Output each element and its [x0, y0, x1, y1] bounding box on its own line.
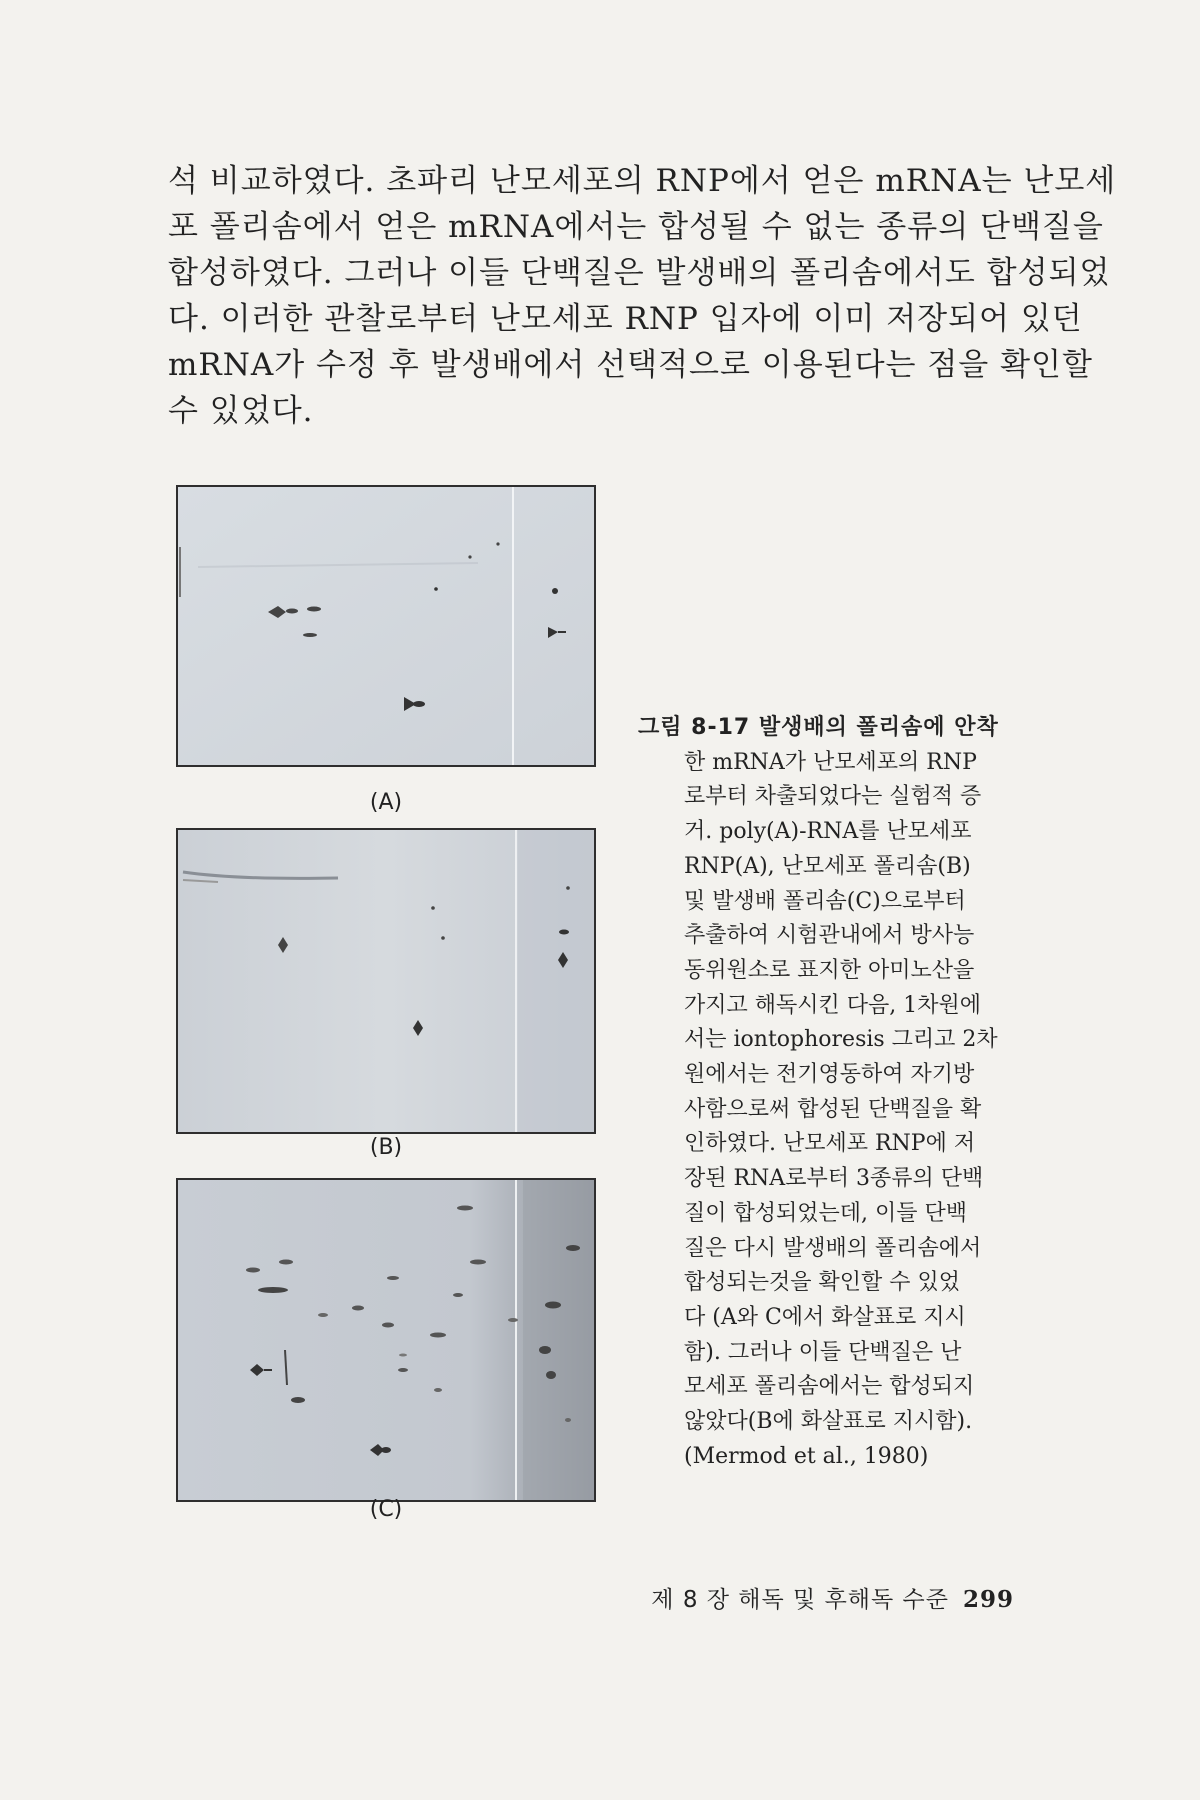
caption-line: 합성되는것을 확인할 수 있었 — [684, 1270, 961, 1296]
caption-line: 가지고 해독시킨 다음, 1차원에 — [684, 992, 981, 1018]
caption-line: 원에서는 전기영동하여 자기방 — [684, 1062, 975, 1088]
gel-a-graphic — [178, 487, 594, 765]
body-line: 석 비교하였다. 초파리 난모세포의 RNP에서 얻은 mRNA는 난모세 — [168, 163, 1117, 199]
caption-line: RNP(A), 난모세포 폴리솜(B) — [684, 853, 971, 879]
panel-label-b: (B) — [369, 1135, 403, 1160]
caption-line: 동위원소로 표지한 아미노산을 — [684, 957, 975, 983]
caption-line: 다 (A와 C에서 화살표로 지시 — [684, 1304, 966, 1330]
caption-line: 그림 8-17 발생배의 폴리솜에 안착 — [638, 715, 999, 740]
gel-c-graphic — [178, 1180, 594, 1500]
panel-label-c: (C) — [369, 1497, 403, 1522]
caption-line: 로부터 차출되었다는 실험적 증 — [684, 784, 982, 810]
gel-image-c — [176, 1178, 596, 1502]
caption-line: 한 mRNA가 난모세포의 RNP — [684, 749, 977, 775]
gel-image-b — [176, 828, 596, 1134]
body-line: 수 있었다. — [168, 393, 314, 429]
caption-line: 장된 RNA로부터 3종류의 단백 — [684, 1166, 984, 1192]
body-line: 합성하였다. 그러나 이들 단백질은 발생배의 폴리솜에서도 합성되었 — [168, 255, 1111, 291]
body-line: 포 폴리솜에서 얻은 mRNA에서는 합성될 수 없는 종류의 단백질을 — [168, 209, 1104, 245]
body-line: mRNA가 수정 후 발생배에서 선택적으로 이용된다는 점을 확인할 — [168, 347, 1093, 383]
caption-line: 질은 다시 발생배의 폴리솜에서 — [684, 1235, 982, 1261]
gel-b-graphic — [178, 830, 594, 1132]
caption-line: 사함으로써 합성된 단백질을 확 — [684, 1096, 982, 1122]
caption-line: 및 발생배 폴리솜(C)으로부터 — [684, 888, 966, 914]
caption-line: 서는 iontophoresis 그리고 2차 — [684, 1027, 998, 1053]
page-number: 299 — [962, 1586, 1014, 1613]
caption-line: 않았다(B에 화살표로 지시함). — [684, 1409, 973, 1435]
chapter-title: 제 8 장 해독 및 후해독 수준 — [651, 1587, 949, 1613]
caption-line: 함). 그러나 이들 단백질은 난 — [684, 1339, 962, 1365]
body-line: 다. 이러한 관찰로부터 난모세포 RNP 입자에 이미 저장되어 있던 — [168, 301, 1083, 337]
caption-line: 거. poly(A)-RNA를 난모세포 — [684, 819, 972, 845]
caption-line: (Mermod et al., 1980) — [684, 1443, 929, 1469]
caption-line: 모세포 폴리솜에서는 합성되지 — [684, 1374, 975, 1400]
gel-image-a — [176, 485, 596, 767]
caption-line: 질이 합성되었는데, 이들 단백 — [684, 1200, 967, 1226]
caption-line: 추출하여 시험관내에서 방사능 — [684, 923, 975, 949]
panel-label-a: (A) — [369, 790, 403, 815]
caption-line: 인하였다. 난모세포 RNP에 저 — [684, 1131, 976, 1157]
figure-caption — [638, 711, 1022, 1474]
body-paragraph — [168, 158, 1117, 434]
page-footer — [600, 1581, 1014, 1614]
